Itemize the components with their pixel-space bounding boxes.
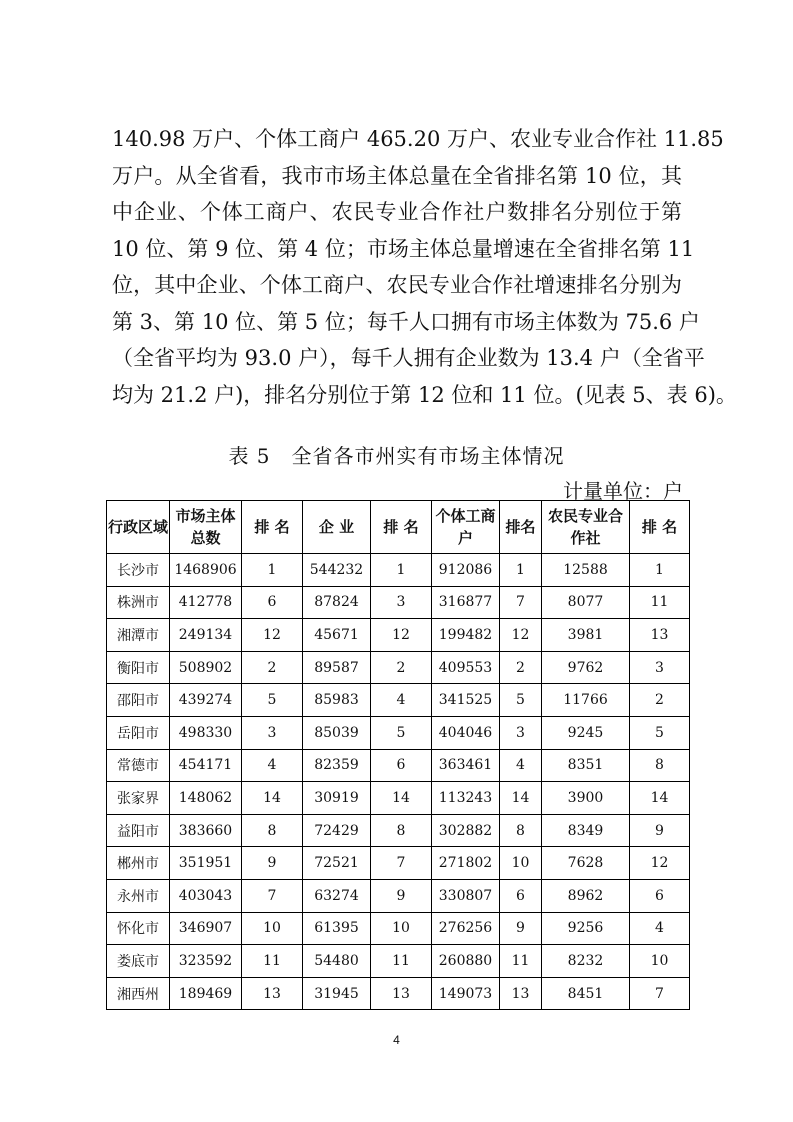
table-cell: 403043 (170, 879, 242, 912)
table-cell: 2 (242, 651, 303, 684)
table-cell: 508902 (170, 651, 242, 684)
table-cell: 13 (630, 619, 690, 652)
table-cell: 72429 (303, 814, 371, 847)
table-cell: 3 (630, 651, 690, 684)
table-row (107, 879, 690, 912)
table-row (107, 945, 690, 978)
table-cell: 330807 (432, 879, 500, 912)
table-cell: 11 (371, 945, 432, 978)
table-cell: 912086 (432, 554, 500, 587)
paragraph-line: 140.98 万户、个体工商户 465.20 万户、农业专业合作社 11.85 (112, 127, 724, 151)
table-cell: 9762 (542, 651, 630, 684)
table-cell: 6 (630, 879, 690, 912)
table-cell: 常德市 (107, 749, 170, 782)
table-cell: 7 (371, 847, 432, 880)
table-cell: 4 (242, 749, 303, 782)
paragraph-line: 均为 21.2 户)，排名分别位于第 12 位和 11 位。(见表 5、表 6)。 (112, 382, 737, 407)
header-rank-enterprise: 排 名 (371, 501, 432, 554)
table-cell: 12 (630, 847, 690, 880)
table-cell: 85983 (303, 684, 371, 717)
table-cell: 13 (371, 977, 432, 1010)
table-cell: 1 (242, 554, 303, 587)
table-cell: 316877 (432, 586, 500, 619)
table-cell: 3 (371, 586, 432, 619)
table-cell: 544232 (303, 554, 371, 587)
table-row (107, 847, 690, 880)
table-cell: 2 (371, 651, 432, 684)
page-number: 4 (393, 1033, 400, 1047)
table-cell: 45671 (303, 619, 371, 652)
table-cell: 82359 (303, 749, 371, 782)
table-caption: 表 5 全省各市州实有市场主体情况 (228, 444, 565, 468)
table-cell: 6 (500, 879, 542, 912)
table-cell: 5 (242, 684, 303, 717)
table-cell: 1 (630, 554, 690, 587)
table-cell: 302882 (432, 814, 500, 847)
table-cell: 3 (500, 716, 542, 749)
table-cell: 13 (242, 977, 303, 1010)
table-body (107, 554, 690, 1010)
table-cell: 郴州市 (107, 847, 170, 880)
table-cell: 9 (242, 847, 303, 880)
table-cell: 30919 (303, 782, 371, 815)
paragraph-line: （全省平均为 93.0 户），每千人拥有企业数为 13.4 户（全省平 (112, 346, 705, 370)
table-row (107, 716, 690, 749)
paragraph-line: 中企业、个体工商户、农民专业合作社户数排名分别位于第 (112, 200, 682, 224)
table-cell: 8 (500, 814, 542, 847)
table-cell: 13 (500, 977, 542, 1010)
table-cell: 351951 (170, 847, 242, 880)
table-cell: 89587 (303, 651, 371, 684)
table-cell: 湘西州 (107, 977, 170, 1010)
table-cell: 8349 (542, 814, 630, 847)
paragraph-line: 万户。从全省看，我市市场主体总量在全省排名第 10 位，其 (112, 163, 682, 188)
table-cell: 5 (500, 684, 542, 717)
table-cell: 10 (371, 912, 432, 945)
table-row (107, 977, 690, 1010)
table-row (107, 554, 690, 587)
table-cell: 4 (500, 749, 542, 782)
table-cell: 12 (371, 619, 432, 652)
table-row (107, 912, 690, 945)
table-cell: 娄底市 (107, 945, 170, 978)
table-cell: 412778 (170, 586, 242, 619)
table-cell: 12 (500, 619, 542, 652)
table-cell: 63274 (303, 879, 371, 912)
table-cell: 4 (371, 684, 432, 717)
table-cell: 8 (242, 814, 303, 847)
table-cell: 湘潭市 (107, 619, 170, 652)
table-cell: 8232 (542, 945, 630, 978)
table-cell: 7 (630, 977, 690, 1010)
header-rank-total: 排 名 (242, 501, 303, 554)
table-cell: 邵阳市 (107, 684, 170, 717)
table-cell: 8077 (542, 586, 630, 619)
table-cell: 6 (242, 586, 303, 619)
table-cell: 363461 (432, 749, 500, 782)
paragraph-line: 10 位、第 9 位、第 4 位；市场主体总量增速在全省排名第 11 (112, 236, 695, 261)
header-rank-individual: 排名 (500, 501, 542, 554)
table-cell: 株洲市 (107, 586, 170, 619)
table-row (107, 782, 690, 815)
table-cell: 14 (630, 782, 690, 815)
table-row (107, 586, 690, 619)
table-cell: 11 (242, 945, 303, 978)
table-cell: 9 (371, 879, 432, 912)
table-row (107, 684, 690, 717)
market-entities-table (106, 500, 690, 1010)
table-cell: 404046 (432, 716, 500, 749)
table-cell: 249134 (170, 619, 242, 652)
table-cell: 346907 (170, 912, 242, 945)
table-cell: 85039 (303, 716, 371, 749)
table-cell: 3 (242, 716, 303, 749)
table-cell: 498330 (170, 716, 242, 749)
table-cell: 12 (242, 619, 303, 652)
table-cell: 14 (500, 782, 542, 815)
table-cell: 72521 (303, 847, 371, 880)
table-cell: 271802 (432, 847, 500, 880)
table-cell: 3981 (542, 619, 630, 652)
table-cell: 永州市 (107, 879, 170, 912)
table-cell: 454171 (170, 749, 242, 782)
table-cell: 长沙市 (107, 554, 170, 587)
body-paragraph (112, 121, 737, 413)
table-cell: 11766 (542, 684, 630, 717)
header-rank-coop: 排 名 (630, 501, 690, 554)
table-cell: 3900 (542, 782, 630, 815)
table-cell: 87824 (303, 586, 371, 619)
table-cell: 1468906 (170, 554, 242, 587)
table-cell: 439274 (170, 684, 242, 717)
paragraph-line: 第 3、第 10 位、第 5 位；每千人口拥有市场主体数为 75.6 户 (112, 309, 700, 334)
table-cell: 8451 (542, 977, 630, 1010)
table-cell: 5 (371, 716, 432, 749)
table-cell: 2 (630, 684, 690, 717)
table-cell: 149073 (432, 977, 500, 1010)
table-header-row (107, 501, 690, 554)
table-cell: 10 (630, 945, 690, 978)
table-cell: 岳阳市 (107, 716, 170, 749)
table-cell: 8351 (542, 749, 630, 782)
table-cell: 9256 (542, 912, 630, 945)
table-cell: 31945 (303, 977, 371, 1010)
table-cell: 1 (500, 554, 542, 587)
table-cell: 10 (500, 847, 542, 880)
paragraph-line: 位，其中企业、个体工商户、农民专业合作社增速排名分别为 (112, 273, 682, 297)
table-cell: 148062 (170, 782, 242, 815)
table-cell: 11 (630, 586, 690, 619)
table-cell: 10 (242, 912, 303, 945)
table-cell: 113243 (432, 782, 500, 815)
table-cell: 11 (500, 945, 542, 978)
table-cell: 276256 (432, 912, 500, 945)
table-cell: 怀化市 (107, 912, 170, 945)
table-cell: 6 (371, 749, 432, 782)
table-cell: 323592 (170, 945, 242, 978)
table-cell: 8962 (542, 879, 630, 912)
header-total: 市场主体总数 (170, 501, 242, 554)
table-cell: 341525 (432, 684, 500, 717)
table-cell: 409553 (432, 651, 500, 684)
table-cell: 383660 (170, 814, 242, 847)
header-individual: 个体工商户 (432, 501, 500, 554)
table-row (107, 749, 690, 782)
table-cell: 1 (371, 554, 432, 587)
table-cell: 9245 (542, 716, 630, 749)
table-cell: 260880 (432, 945, 500, 978)
table-cell: 5 (630, 716, 690, 749)
header-enterprise: 企 业 (303, 501, 371, 554)
table-cell: 张家界 (107, 782, 170, 815)
table-cell: 61395 (303, 912, 371, 945)
unit-label: 计量单位：户 (563, 479, 683, 503)
table-cell: 9 (630, 814, 690, 847)
table-cell: 9 (500, 912, 542, 945)
table-cell: 54480 (303, 945, 371, 978)
table-cell: 14 (242, 782, 303, 815)
header-coop: 农民专业合作社 (542, 501, 630, 554)
table-row (107, 619, 690, 652)
table-cell: 7 (242, 879, 303, 912)
table-cell: 8 (630, 749, 690, 782)
table-cell: 8 (371, 814, 432, 847)
table-cell: 4 (630, 912, 690, 945)
table-cell: 12588 (542, 554, 630, 587)
table-cell: 7628 (542, 847, 630, 880)
table-cell: 衡阳市 (107, 651, 170, 684)
header-region: 行政区域 (107, 501, 170, 554)
table-cell: 199482 (432, 619, 500, 652)
table-row (107, 814, 690, 847)
table-cell: 189469 (170, 977, 242, 1010)
table-row (107, 651, 690, 684)
table-cell: 2 (500, 651, 542, 684)
table-cell: 14 (371, 782, 432, 815)
table-cell: 益阳市 (107, 814, 170, 847)
table-cell: 7 (500, 586, 542, 619)
